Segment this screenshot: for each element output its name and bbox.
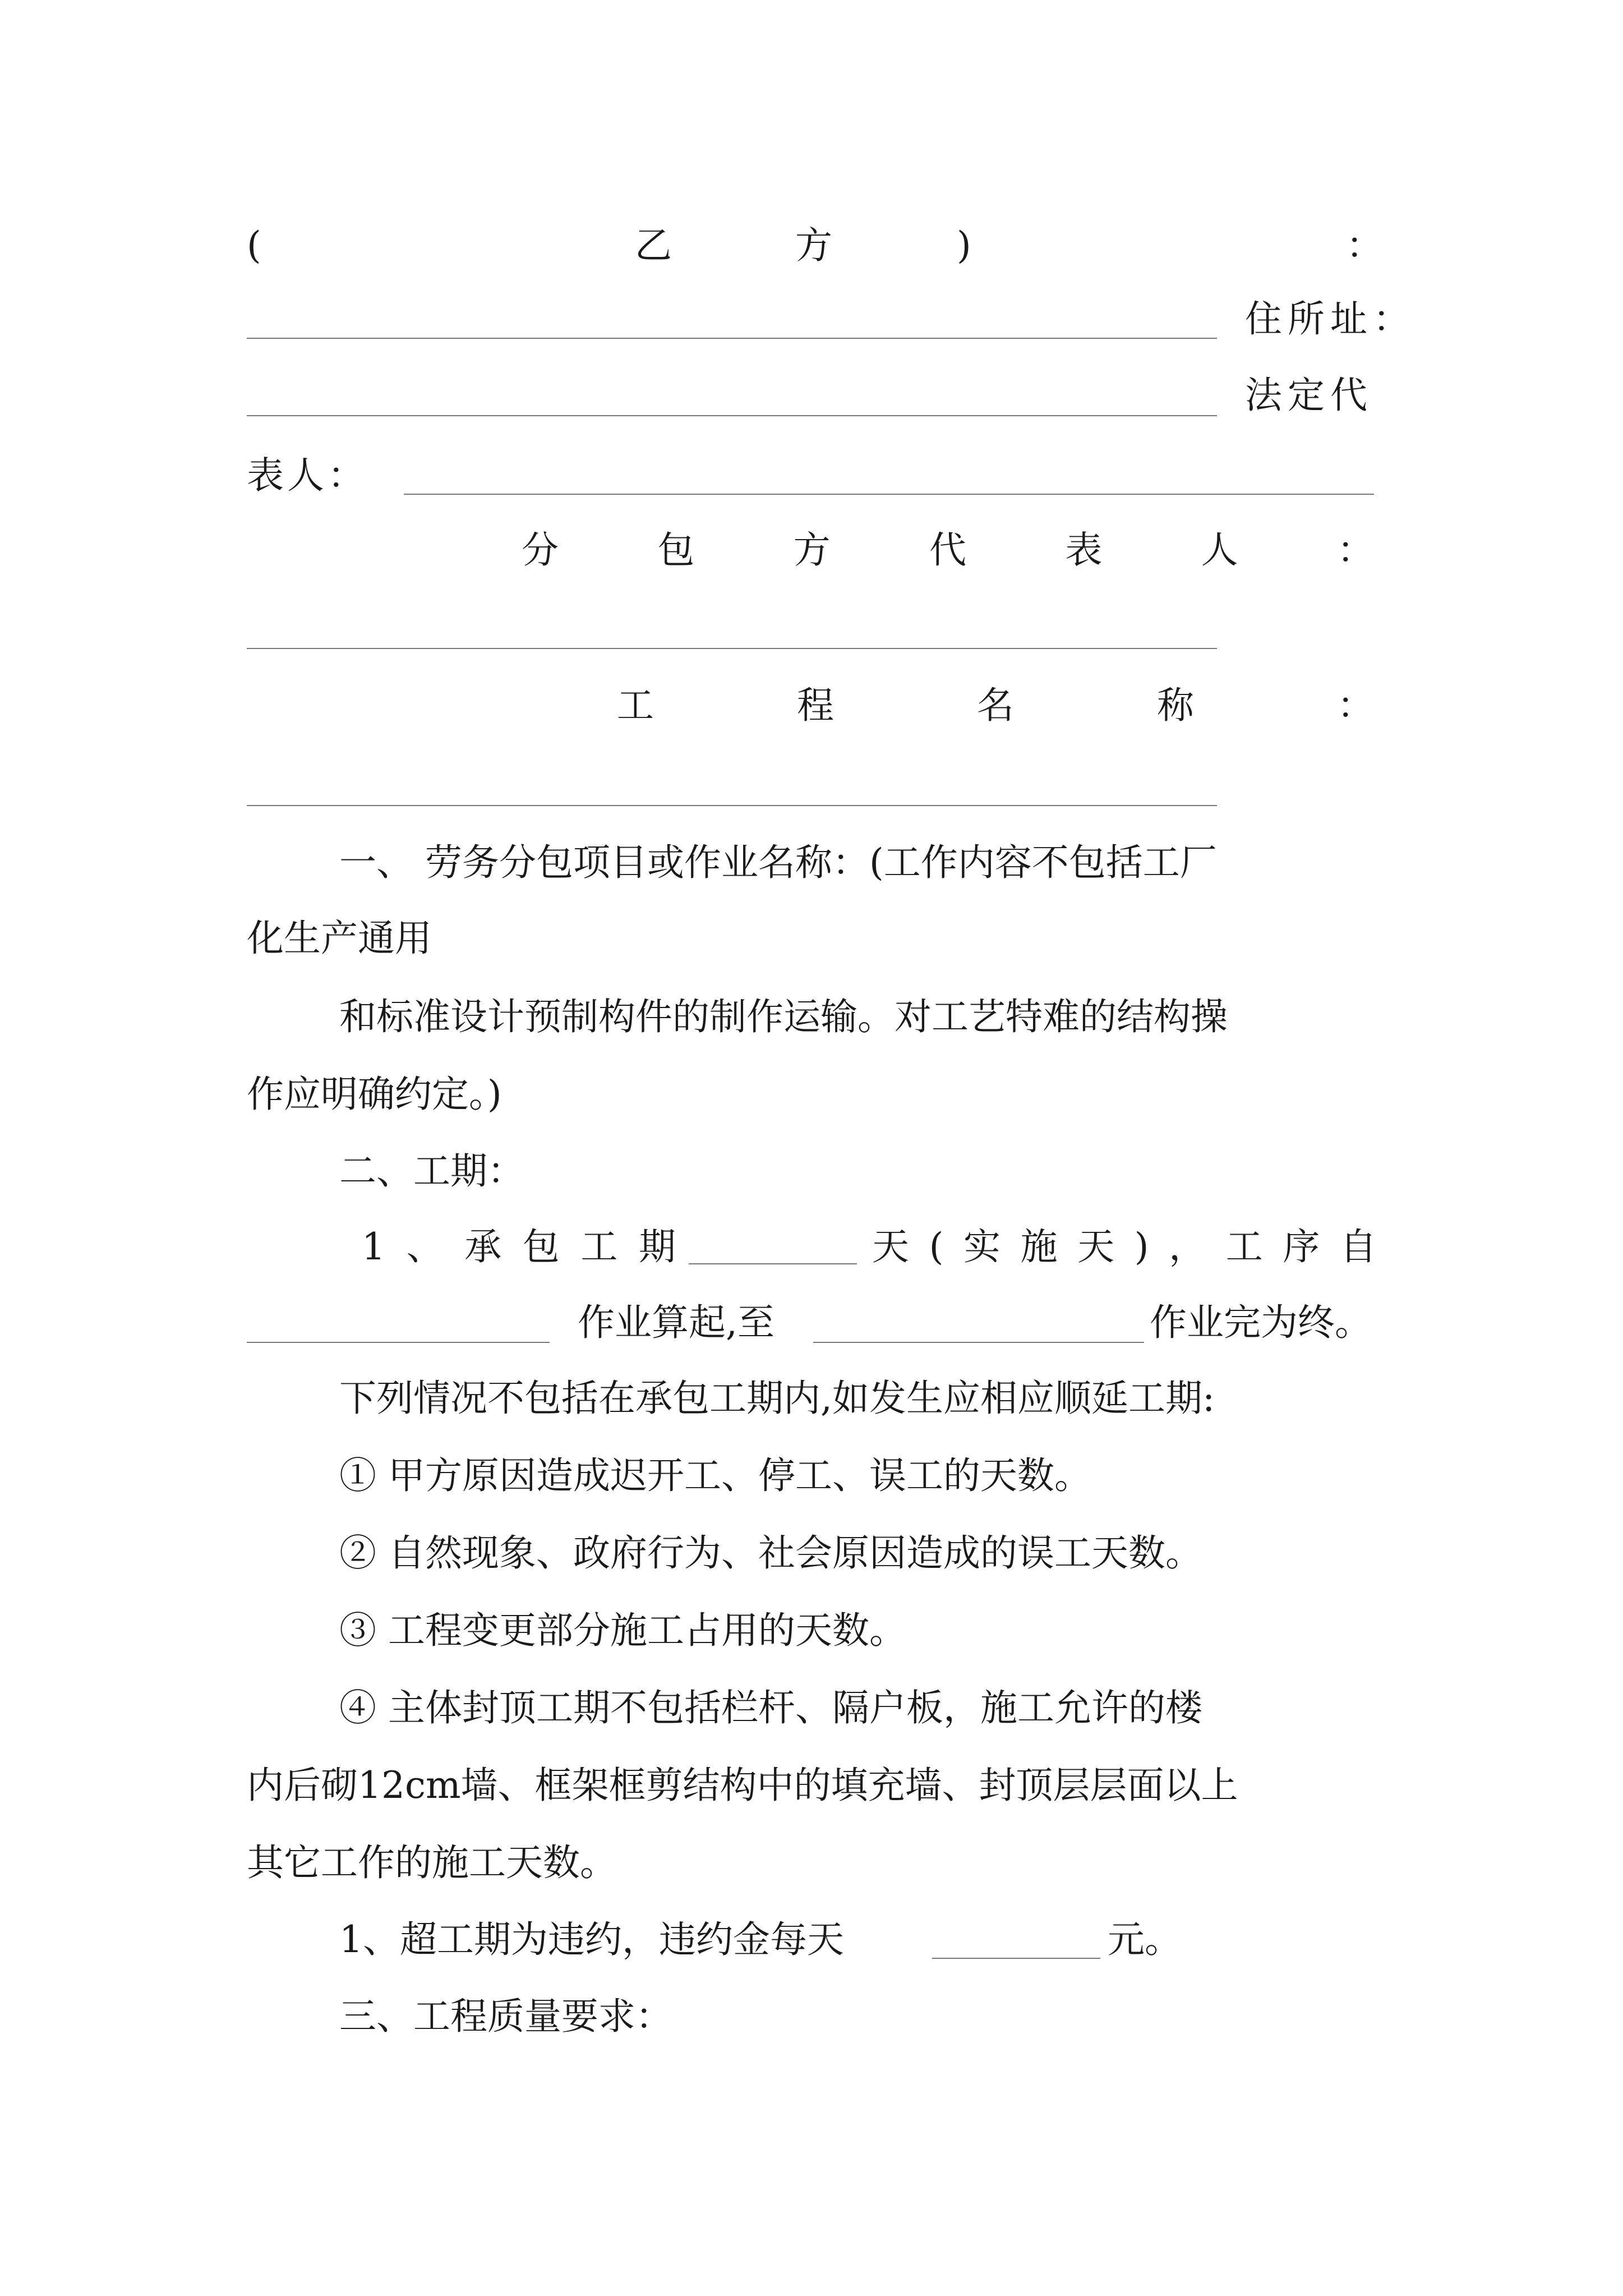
exclusion-item-4-line3: 其它工作的施工天数。 xyxy=(247,1841,617,1884)
period-tail-char: 天 xyxy=(1077,1225,1115,1268)
legal-rep-label: 法定代 xyxy=(1245,374,1373,417)
party-b-char-yi: 乙 xyxy=(635,224,672,267)
period-tail-char: ) xyxy=(1134,1225,1149,1268)
subcontractor-rep-char: 分 xyxy=(522,528,559,572)
party-b-char-fang: 方 xyxy=(795,224,832,267)
subcontractor-rep-char: 方 xyxy=(793,528,831,572)
subcontractor-rep-char: 表 xyxy=(1065,528,1103,572)
party-b-colon: ： xyxy=(1346,224,1383,267)
subcontractor-rep-char: 包 xyxy=(657,528,695,572)
period-line2-a: 作业算起,至 xyxy=(578,1301,774,1344)
project-name-blank[interactable] xyxy=(247,805,1217,806)
subcontractor-rep-char: 代 xyxy=(929,528,966,572)
party-b-close-paren: ) xyxy=(957,224,971,267)
exclusion-item-1: ① 甲方原因造成迟开工、停工、误工的天数。 xyxy=(339,1454,1091,1497)
section1-line4: 作应明确约定。) xyxy=(247,1073,502,1116)
subcontractor-rep-char: 人 xyxy=(1201,528,1238,572)
contract-days-blank[interactable] xyxy=(689,1263,857,1264)
section1-line1: 一、 劳务分包项目或作业名称：(工作内容不包括工厂 xyxy=(339,841,1217,884)
exclusion-item-2: ② 自然现象、政府行为、社会原因造成的误工天数。 xyxy=(339,1531,1202,1575)
period-line2-b: 作业完为终。 xyxy=(1150,1301,1372,1344)
party-b-open-paren: ( xyxy=(247,224,261,267)
project-name-colon: ： xyxy=(1337,684,1374,727)
exclusion-item-3: ③ 工程变更部分施工占用的天数。 xyxy=(339,1609,906,1652)
legal-rep-label-cont: 表人： xyxy=(247,454,368,497)
legal-rep-blank[interactable] xyxy=(404,494,1374,495)
section1-line3: 和标准设计预制构件的制作运输。对工艺特难的结构操 xyxy=(339,995,1228,1038)
penalty-amount-blank[interactable] xyxy=(932,1958,1100,1959)
section2-title: 二、工期： xyxy=(339,1149,524,1193)
project-name-char: 程 xyxy=(797,684,834,727)
exclusions-intro: 下列情况不包括在承包工期内,如发生应相应顺延工期: xyxy=(339,1377,1215,1420)
project-name-char: 称 xyxy=(1157,684,1194,727)
period-tail-char: 工 xyxy=(1225,1225,1263,1268)
penalty-unit: 元。 xyxy=(1108,1918,1182,1961)
period-tail xyxy=(872,1225,1377,1268)
exclusion-item-4-line2: 内后砌12cm墙、框架框剪结构中的填充墙、封顶层层面以上 xyxy=(247,1764,1238,1807)
period-tail-char: 实 xyxy=(963,1225,1000,1268)
end-operation-blank[interactable] xyxy=(813,1342,1144,1343)
project-name-char: 工 xyxy=(617,684,654,727)
period-char: 工 xyxy=(580,1225,618,1268)
section3-title: 三、工程质量要求： xyxy=(339,1995,672,2038)
period-tail-char: 施 xyxy=(1020,1225,1058,1268)
address-blank[interactable] xyxy=(247,415,1217,416)
subcontractor-rep-colon: ： xyxy=(1336,528,1374,572)
project-name-char: 名 xyxy=(977,684,1014,727)
exclusion-item-4-line1: ④ 主体封顶工期不包括栏杆、隔户板，施工允许的楼 xyxy=(339,1686,1202,1729)
subcontractor-rep-blank[interactable] xyxy=(247,648,1217,649)
period-char: 、 xyxy=(406,1225,444,1268)
period-lead xyxy=(362,1225,676,1268)
period-tail-char: ， xyxy=(1169,1225,1206,1268)
period-tail-char: 自 xyxy=(1339,1225,1377,1268)
period-char: 1 xyxy=(362,1225,385,1268)
period-char: 期 xyxy=(638,1225,676,1268)
section1-line2: 化生产通用 xyxy=(247,917,432,960)
period-char: 承 xyxy=(464,1225,502,1268)
project-name-label xyxy=(617,684,1374,727)
address-label: 住所址： xyxy=(1245,297,1415,341)
subcontractor-rep-label xyxy=(522,528,1374,572)
start-operation-blank[interactable] xyxy=(247,1342,550,1343)
penalty-text: 1、超工期为违约，违约金每天 xyxy=(339,1918,844,1961)
period-tail-char: ( xyxy=(929,1225,944,1268)
period-tail-char: 天 xyxy=(872,1225,909,1268)
party-b-name-blank[interactable] xyxy=(247,338,1217,339)
period-tail-char: 序 xyxy=(1283,1225,1320,1268)
period-char: 包 xyxy=(522,1225,560,1268)
